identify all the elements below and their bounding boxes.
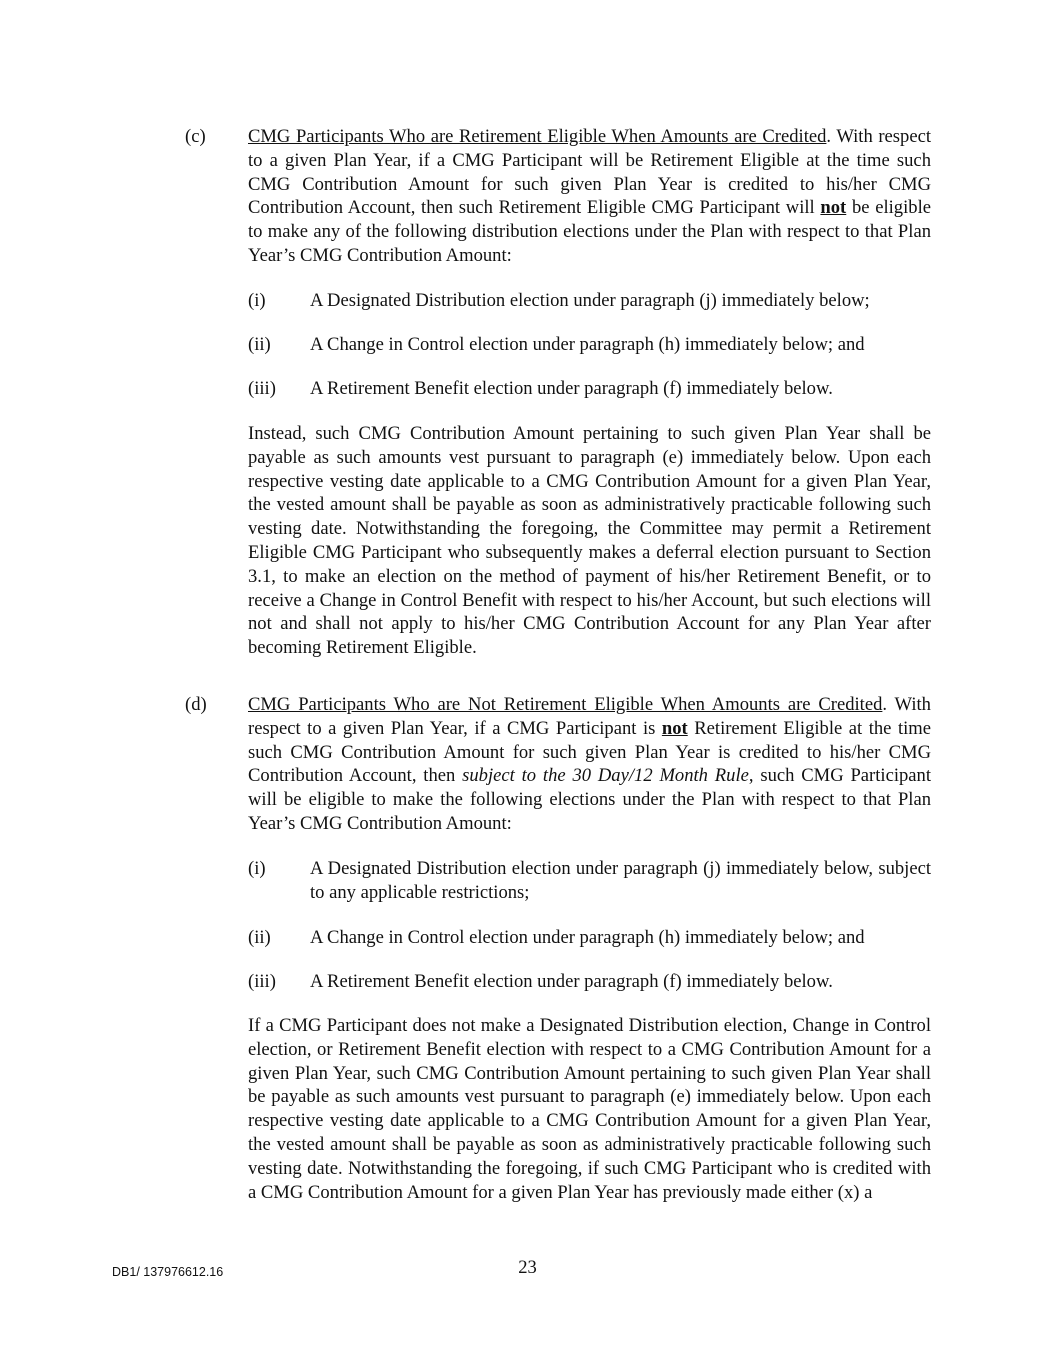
section-c-label: (c) (185, 126, 206, 147)
section-c-item-i: (i) A Designated Distribution election under paragraph (j) immediately below; (248, 290, 870, 311)
page-number: 23 (518, 1257, 537, 1278)
section-d-continuation: If a CMG Participant does not make a Designated Distribution election, Change in Control election, or Retirement Benefit election with respect to a CMG Contribution Amount for a given Plan Year, such CMG Contribution Amount pertaining to such given Plan Year shall be payable as such amounts vest pursuant to paragraph (e) immediately below. Upon each respective vesting date applicable to a CMG Contribution Amount for a given Plan Year, the vested amount shall be payable as soon as administratively practicable following such vesting date. Notwithstanding the foregoing, if such CMG Participant who is credited with a CMG Contribution Amount for a given Plan Year has previously made either (x) a (248, 1015, 931, 1203)
section-d-item-i: (i) A Designated Distribution election under paragraph (j) immediately below, subject to any applicable restrictions; (248, 858, 931, 903)
section-c-emphasis: not (820, 197, 847, 219)
section-c-intro: CMG Participants Who are Retirement Eligible When Amounts are Credited. With respect to a given Plan Year, if a CMG Participant will be Retirement Eligible at the time such CMG Contribution Amount for such given Plan Year is credited to his/her CMG Contribution Account, then such Retirement Eligible CMG Participant will not be eligible to make any of the following distribution elections under the Plan with respect to that Plan Year’s CMG Contribution Amount: (248, 126, 932, 266)
section-d-intro: CMG Participants Who are Not Retirement Eligible When Amounts are Credited. With respect to a given Plan Year, if a CMG Participant is not Retirement Eligible at the time such CMG Contribution Amount for such given Plan Year is credited to his/her CMG Contribution Account, then subject to the 30 Day/12 Month Rule, such CMG Participant will be eligible to make the following elections under the Plan with respect to that Plan Year’s CMG Contribution Amount: (248, 694, 932, 834)
section-c-heading: CMG Participants Who are Retirement Eligible When Amounts are Credited (248, 126, 827, 147)
section-d-heading: CMG Participants Who are Not Retirement Eligible When Amounts are Credited (248, 694, 883, 715)
section-c-item-iii: (iii) A Retirement Benefit election under paragraph (f) immediately below. (248, 378, 833, 399)
section-c-item-ii: (ii) A Change in Control election under paragraph (h) immediately below; and (248, 334, 865, 355)
section-d-label: (d) (185, 694, 207, 715)
section-c-continuation: Instead, such CMG Contribution Amount pertaining to such given Plan Year shall be payable as such amounts vest pursuant to paragraph (e) immediately below. Upon each respective vesting date applicable to a CMG Contribution Amount for a given Plan Year, the vested amount shall be payable as soon as administratively practicable following such vesting date. Notwithstanding the foregoing, the Committee may permit a Retirement Eligible CMG Participant who subsequently makes a deferral election pursuant to Section 3.1, to make an election on the method of payment of his/her Retirement Benefit, or to receive a Change in Control Benefit with respect to his/her Account, but such elections will not and shall not apply to his/her CMG Contribution Account for any Plan Year after becoming Retirement Eligible. (248, 423, 931, 659)
section-d-item-iii: (iii) A Retirement Benefit election under paragraph (f) immediately below. (248, 971, 833, 992)
section-d (185, 693, 931, 836)
section-d-rule-reference: subject to the 30 Day/12 Month Rule (462, 765, 749, 787)
section-d-emphasis: not (661, 717, 688, 739)
section-d-item-ii: (ii) A Change in Control election under paragraph (h) immediately below; and (248, 927, 865, 948)
document-id: DB1/ 137976612.16 (112, 1265, 224, 1279)
section-c (185, 125, 931, 268)
